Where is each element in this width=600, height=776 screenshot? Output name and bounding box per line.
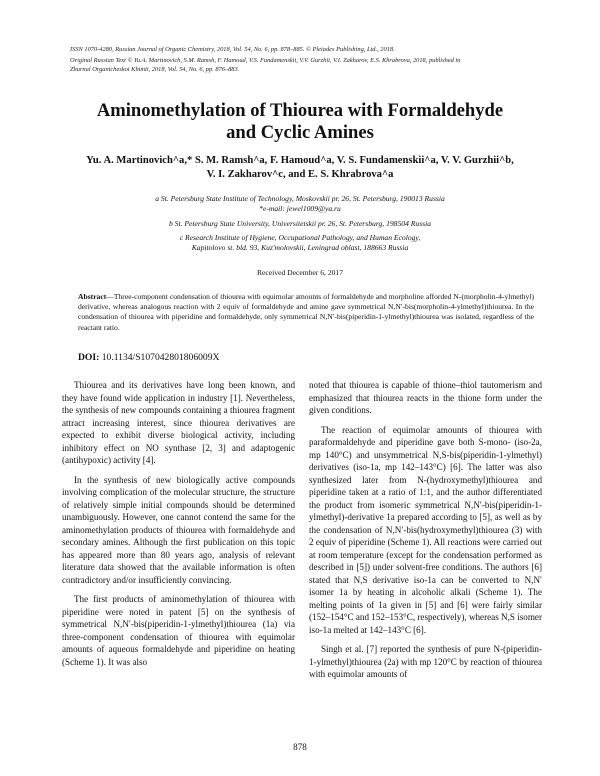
title-line-1: Aminomethylation of Thiourea with Formaldehyde: [96, 100, 504, 121]
journal-header-line-2: Original Russian Text © Yu.A. Martinovich, S.M. Ramsh, F. Hamoud, V.S. Fundamenskii, V.V. Gurzhii, V.I. Zakharov, E.S. Khrabrova, 2018, published in: [70, 57, 461, 64]
left-paragraph-2: In the synthesis of new biologically active compounds involving complication of the molecular structure, the structure of relatively simple initial compounds should be determined unambiguously. However, one cannot contend the same for the aminomethylation products of thiourea with formaldehyde and secondary amines. Although the first publication on this topic has appeared more than 80 years ago, analysis of relevant literature data showed that the available information is often contradictory and/or insufficiently convincing.: [62, 474, 295, 585]
title-line-2: and Cyclic Amines: [226, 122, 374, 143]
abstract: [78, 292, 534, 333]
journal-header-line-3: Zhurnal Organicheskoi Khimii, 2018, Vol. 54, No. 6, pp. 876–883.: [70, 65, 240, 73]
abstract-label: Abstract: [78, 292, 107, 301]
affiliation-c: [60, 233, 540, 254]
journal-header-line-1: ISSN 1070-4280, Russian Journal of Organic Chemistry, 2018, Vol. 54, No. 6, pp. 878–885. © Pleiades Publishing, Ltd., 2018.: [70, 46, 395, 53]
page-number: 878: [293, 742, 307, 752]
abstract-text: —Three-component condensation of thiourea with equimolar amounts of formaldehyde and morpholine afforded N-(morpholin-4-ylmethyl) derivative, whereas analogous reaction with 2 equiv of formaldehyde and amine gave symmetrical N,N′-bis(morpholin-4-ylmethyl)thiourea. In the condensation of thiourea with piperidine and formaldehyde, only symmetrical N,N′-bis(piperidin-1-ylmethyl)thiourea was isolated, regardless of the reactant ratio.: [78, 292, 534, 332]
affiliation-a: [60, 194, 540, 215]
received-date: Received December 6, 2017: [256, 268, 344, 277]
right-column: [309, 379, 542, 688]
right-paragraph-1: noted that thiourea is capable of thione–thiol tautomerism and emphasized that thiourea reacts in the thione form under the given conditions.: [309, 380, 542, 415]
affiliation-a-line-1: a St. Petersburg State Institute of Technology, Moskovskii pr. 26, St. Petersburg, 190013 Russia: [155, 194, 445, 203]
left-paragraph-3: The first products of aminomethylation of thiourea with piperidine were noted in patent [5] on the synthesis of symmetrical N,N′-bis(piperidin-1-ylmethyl)thiourea (1a) via three-component condensation of thiourea with equimolar amounts of aqueous formaldehyde and piperidine on heating (Scheme 1). It was also: [62, 594, 295, 667]
article-title: [40, 100, 560, 144]
author-list: [40, 154, 560, 182]
affiliation-c-line-1: c Research Institute of Hygiene, Occupational Pathology, and Human Ecology,: [179, 233, 421, 242]
left-paragraph-1: Thiourea and its derivatives have long been known, and they have found wide application in industry [1]. Nevertheless, the synthesis of new compounds containing a thiourea fragment attract increasing interest, since thiourea derivatives are expected to exhibit diverse biological activity, including inhibitory effect on NO synthase [2, 3] and adaptogenic (antihypoxic) activity [4].: [62, 380, 295, 465]
authors-line-1: Yu. A. Martinovich^a,* S. M. Ramsh^a, F. Hamoud^a, V. S. Fundamenskii^a, V. V. Gurzhii^b,: [86, 155, 514, 166]
affiliation-b-line-1: b St. Petersburg State University, Universitetskii pr. 26, St. Petersburg, 198504 Russia: [168, 219, 432, 228]
doi: [78, 352, 219, 363]
doi-value[interactable]: 10.1134/S107042801806009X: [101, 352, 220, 363]
affiliation-c-line-2: Kapitolovo st. bld. 93, Kuz'molovskii, Leningrad oblast, 188663 Russia: [191, 243, 409, 253]
affiliation-b: [60, 219, 540, 229]
right-paragraph-2: The reaction of equimolar amounts of thiourea with paraformaldehyde and piperidine gave both S-mono- (iso-2a, mp 140°C) and unsymmetrical N,S-bis(piperidin-1-ylmethyl) derivatives (iso-1a, mp 142–143°C) [6]. The latter was also synthesized later from N-(hydroxymethyl)thiourea and piperidine taken at a ratio of 1:1, and the author differentiated the product from isomeric symmetrical N,N′-bis(piperidin-1-ylmethyl)-derivative 1a prepared according to [5], as well as by the condensation of N,N′-bis(hydroxymethyl)thiourea (3) with 2 equiv of piperidine (Scheme 1). All reactions were carried out at room temperature (except for the condensation performed as described in [5]) under solvent-free conditions. The authors [6] stated that N,S derivative iso-1a can be converted to N,N′ isomer 1a by heating in alcoholic alkali (Scheme 1). The melting points of 1a given in [5] and [6] were fairly similar (152–154°C and 152–153°C, respectively), whereas N,S isomer iso-1a melted at 142–143°C [6].: [309, 424, 542, 635]
left-column: [62, 379, 295, 675]
doi-label: DOI:: [78, 352, 100, 363]
right-paragraph-3: Singh et al. [7] reported the synthesis of pure N-(piperidin-1-ylmethyl)thiourea (2a) with mp 120°C by reaction of thiourea with equimolar amounts of: [309, 644, 542, 679]
contact-email: *e-mail: jewel1009@ya.ru: [259, 204, 341, 214]
authors-line-2: V. I. Zakharov^c, and E. S. Khrabrova^a: [206, 169, 394, 180]
